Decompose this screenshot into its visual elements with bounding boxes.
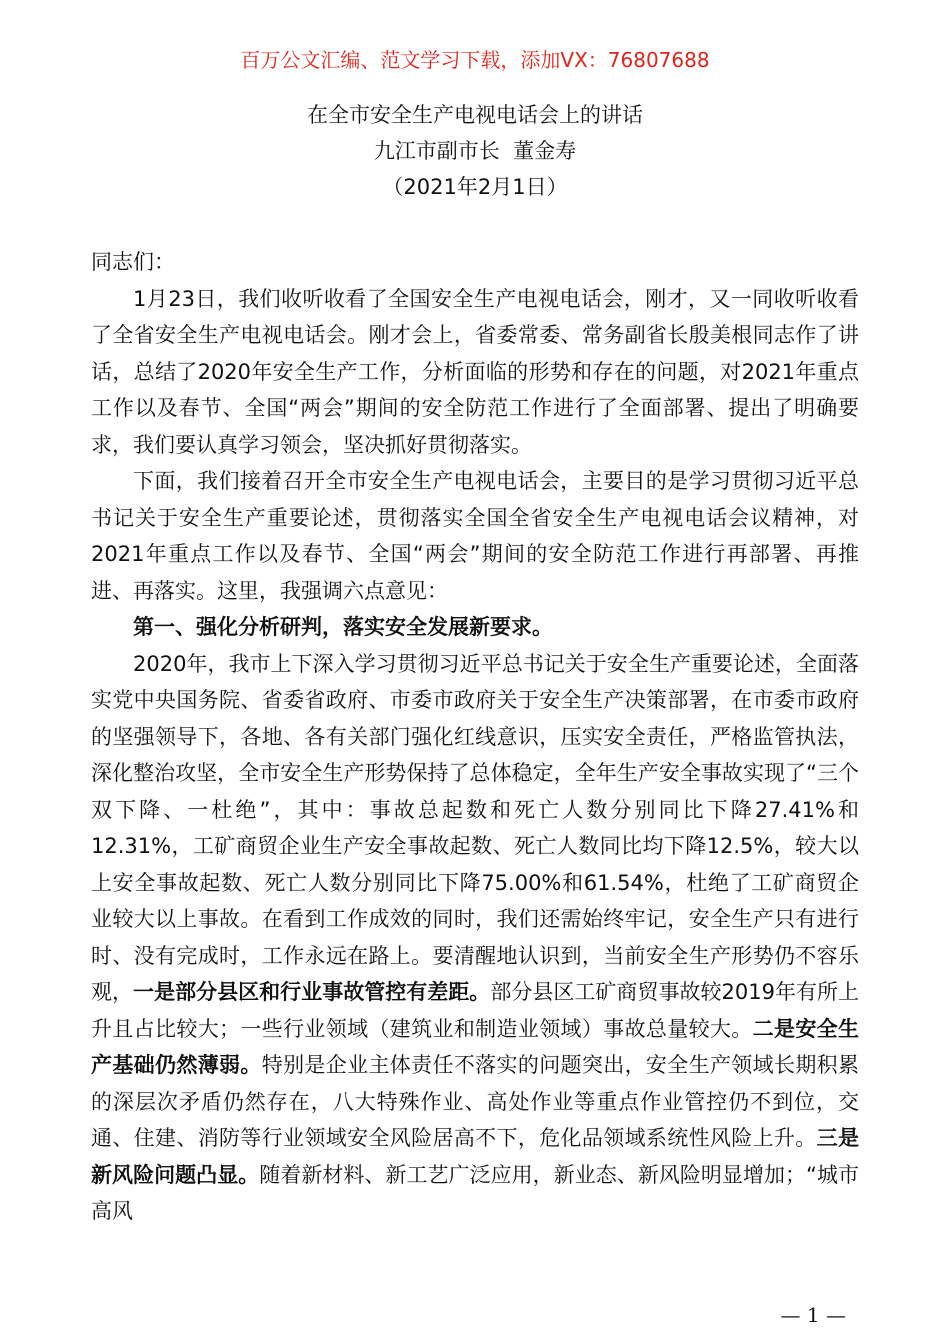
date-line: （2021年2月1日）: [382, 175, 568, 199]
paragraph-3: [91, 646, 859, 1230]
paragraph-3-text-3: 特别是企业主体责任不落实的问题突出，安全生产领域长期积累的深层次矛盾仍然存在，八大特殊作业、高处作业等重点作业管控仍不到位，交通、住建、消防等行业领域安全风险居高不下，危化品领域系统性风险上升。: [91, 1053, 860, 1150]
paragraph-2: 下面，我们接着召开全市安全生产电视电话会，主要目的是学习贯彻习近平总书记关于安全生产重要论述，贯彻落实全国全省安全生产电视电话会议精神，对2021年重点工作以及春节、全国“两会”期间的安全防范工作进行再部署、再推进、再落实。这里，我强调六点意见：: [91, 469, 859, 603]
page-number-footer: [0, 1301, 950, 1329]
paragraph-3-text-1: 2020年，我市上下深入学习贯彻习近平总书记关于安全生产重要论述，全面落实党中央国务院、省委省政府、市委市政府关于安全生产决策部署，在市委市政府的坚强领导下，各地、各有关部门强化红线意识，压实安全责任，严格监管执法，深化整治攻坚，全市安全生产形势保持了总体稳定，全年生产安全事故实现了“三个双下降、一杜绝”，其中：事故总起数和死亡人数分别同比下降27.41%和12.31%，工矿商贸企业生产安全事故起数、死亡人数同比均下降12.5%，较大以上安全事故起数、死亡人数分别同比下降75.00%和61.54%，杜绝了工矿商贸企业较大以上事故。在看到工作成效的同时，我们还需始终牢记，安全生产只有进行时、没有完成时，工作永远在路上。要清醒地认识到，当前安全生产形势仍不容乐观，: [91, 651, 859, 1004]
paragraph-1: 1月23日，我们收听收看了全国安全生产电视电话会，刚才，又一同收听收看了全省安全生产电视电话会。刚才会上，省委常委、常务副省长殷美根同志作了讲话，总结了2020年安全生产工作，分析面临的形势和存在的问题，对2021年重点工作以及春节、全国“两会”期间的安全防范工作进行了全面部署、提出了明确要求，我们要认真学习领会，坚决抓好贯彻落实。: [91, 286, 859, 457]
point-3-heading: 三是新风险问题凸显。: [91, 1126, 859, 1187]
salutation: 同志们：: [91, 250, 175, 274]
page-number: — 1 —: [780, 1303, 846, 1327]
document-title: 在全市安全生产电视电话会上的讲话: [307, 103, 643, 127]
title-block: [0, 97, 950, 205]
speaker-line: 九江市副市长 董金寿: [373, 139, 577, 163]
paragraph-3-text-2: 部分县区工矿商贸事故较2019年有所上升且占比较大；一些行业领域（建筑业和制造业领域）事故总量较大。: [91, 980, 860, 1041]
point-2-heading: 二是安全生产基础仍然薄弱。: [91, 1016, 860, 1077]
document-body: [91, 244, 859, 1230]
watermark-banner: 百万公文汇编、范文学习下载，添加VX：76807688: [240, 48, 710, 72]
point-1-heading: 一是部分县区和行业事故管控有差距。: [133, 980, 491, 1004]
section-heading-1: 第一、强化分析研判，落实安全发展新要求。: [133, 615, 553, 639]
paragraph-3-text-4: 随着新材料、新工艺广泛应用，新业态、新风险明显增加；“城市高风: [91, 1162, 859, 1223]
